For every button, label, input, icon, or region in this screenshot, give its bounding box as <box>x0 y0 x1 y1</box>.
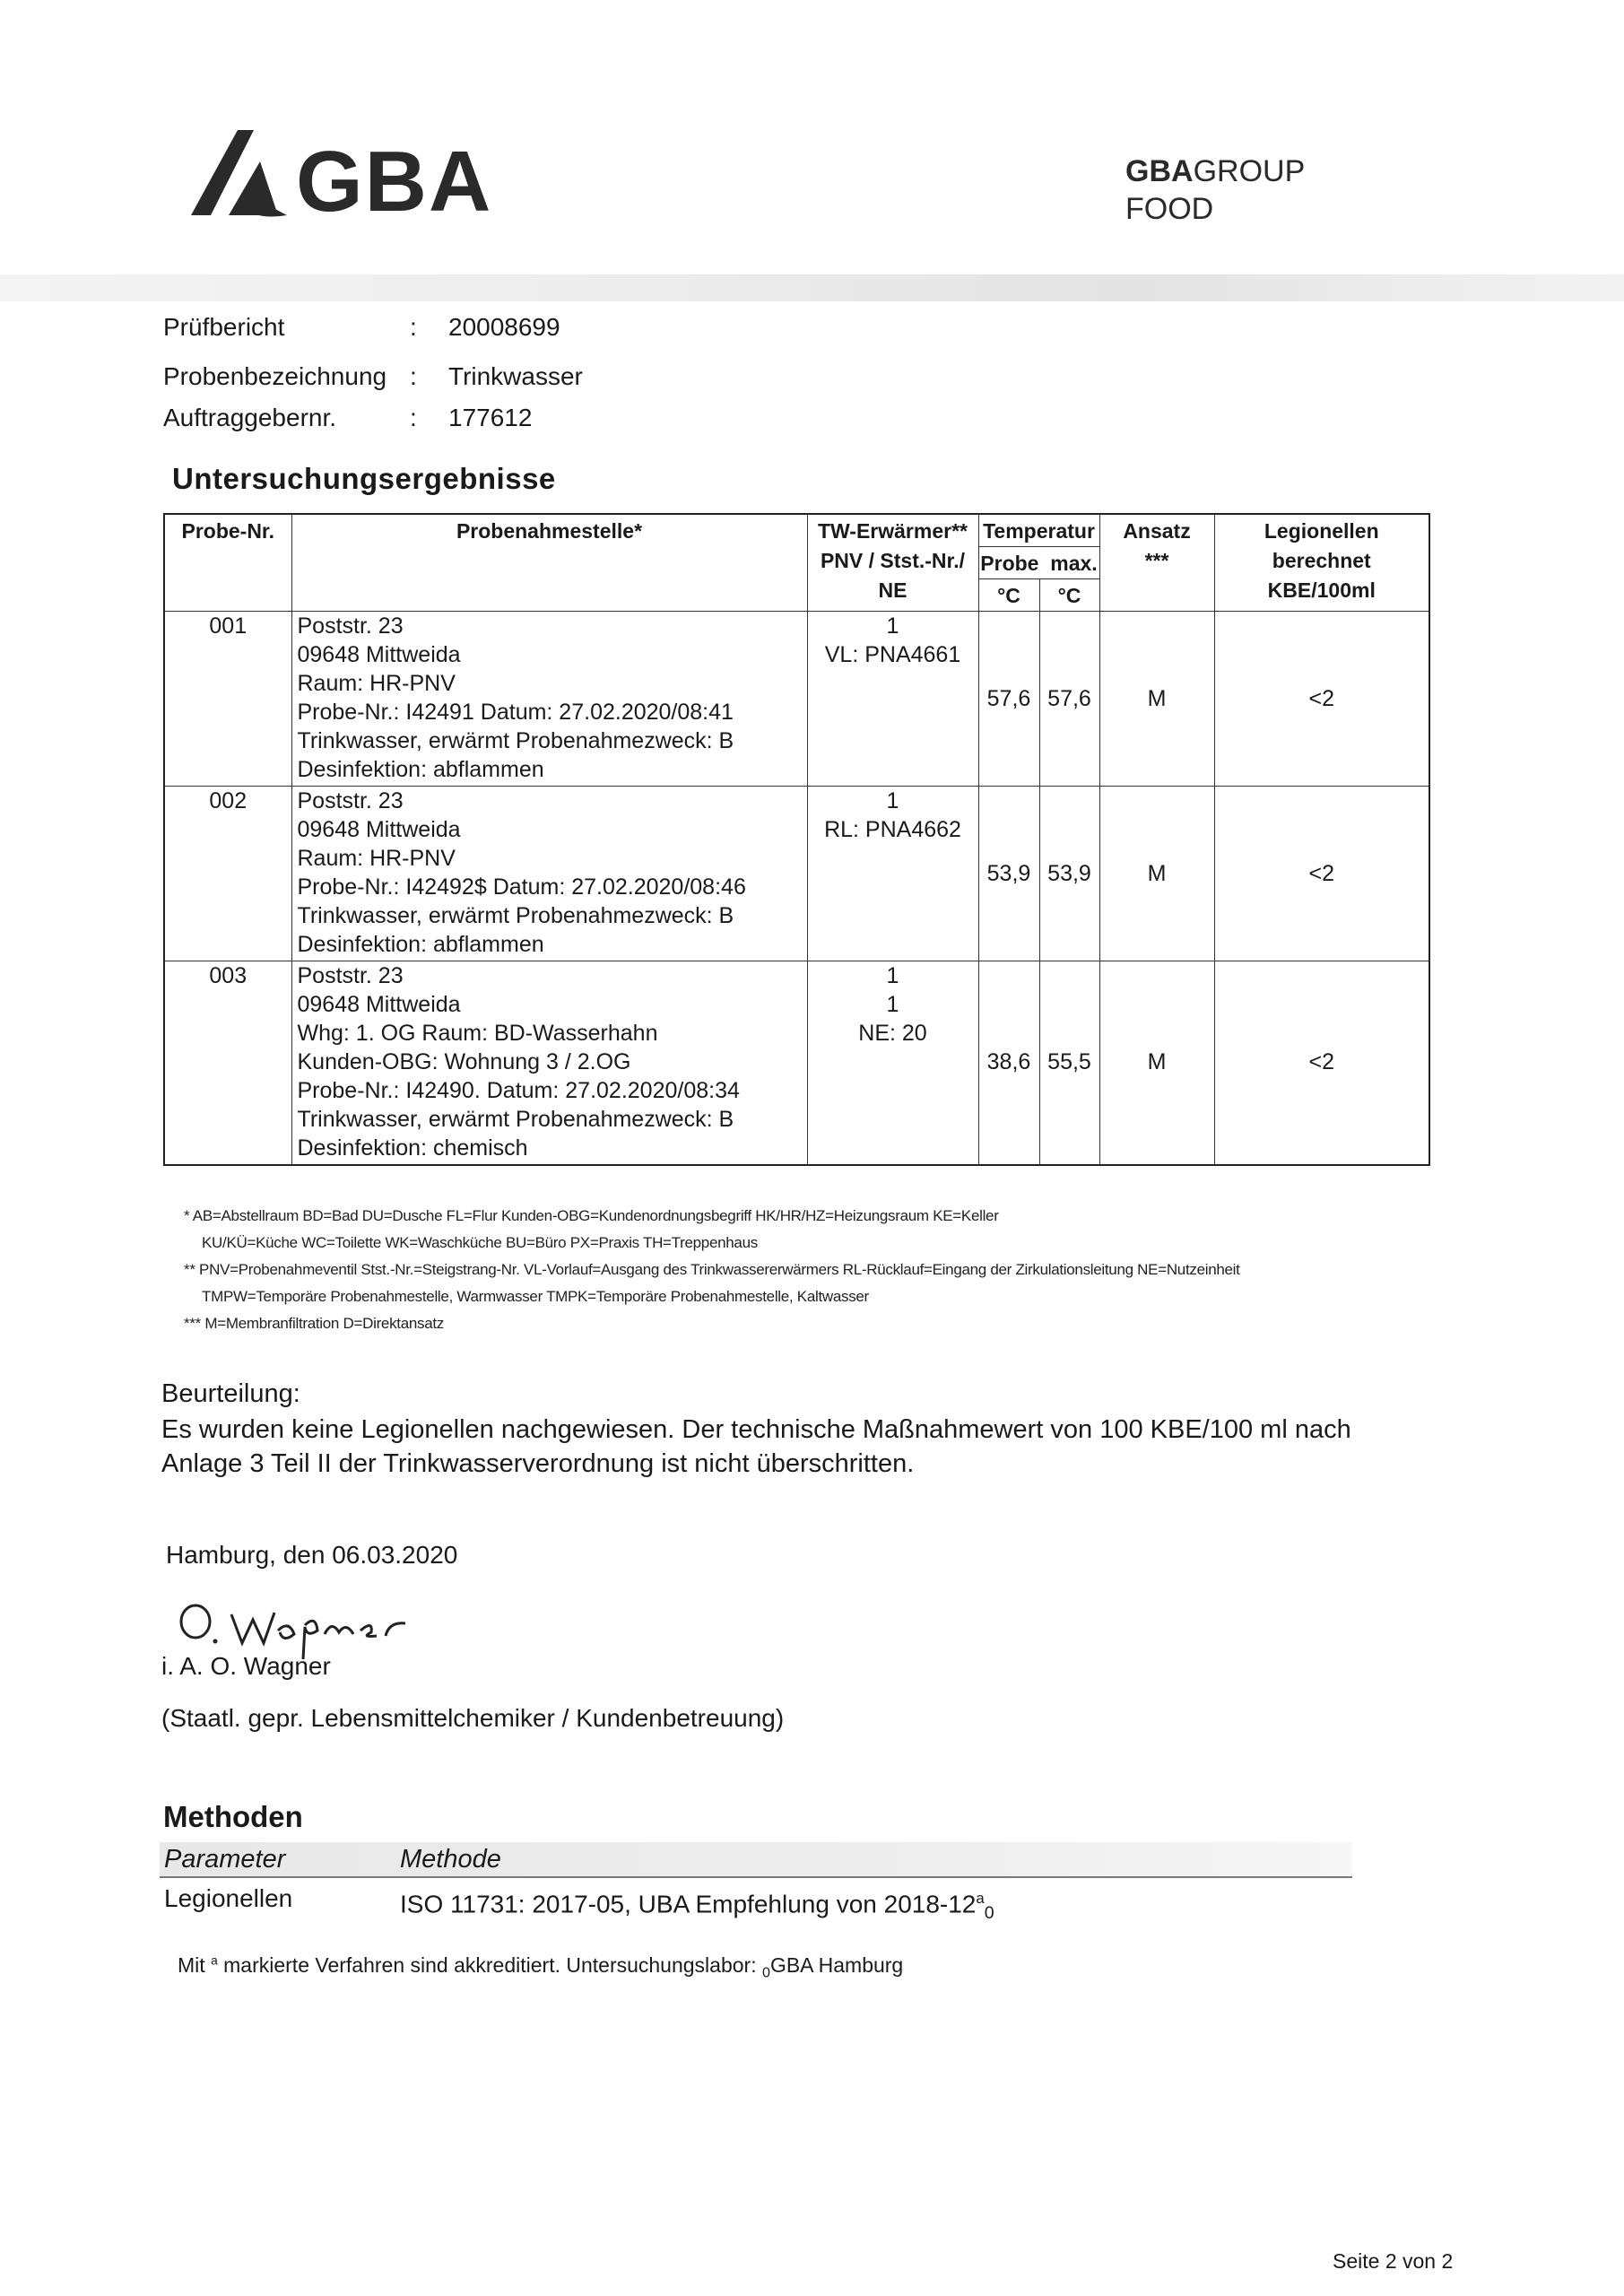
cell-tw: 1 VL: PNA4661 <box>807 612 978 787</box>
meta-client-number: Auftraggebernr. : 177612 <box>163 400 532 436</box>
header-temp-unit: °C <box>1039 579 1099 612</box>
header-probenahmestelle: Probenahmestelle* <box>291 514 807 612</box>
footnote-tw-erwaermer: ** PNV=Probenahmeventil Stst.-Nr.=Steigstrang-Nr. VL-Vorlauf=Ausgang des Trinkwassererwärmers RL-Rücklauf=Eingang der Zirkulationsleitung NE=Nutzeinheit <box>184 1261 1240 1278</box>
footnote-abbreviations-cont: KU/KÜ=Küche WC=Toilette WK=Waschküche BU=Büro PX=Praxis TH=Treppenhaus <box>202 1234 758 1251</box>
meta-value: 177612 <box>448 404 533 431</box>
cell-tw: 1 1 NE: 20 <box>807 961 978 1165</box>
header-temp-sub: Probe max. <box>978 547 1099 579</box>
methods-title: Methoden <box>163 1800 303 1833</box>
cell-tw: 1 RL: PNA4662 <box>807 787 978 961</box>
cell-temp-max: 57,6 <box>1039 612 1099 787</box>
methods-col-parameter: Parameter <box>164 1845 286 1874</box>
header-legionellen: Legionellen berechnet KBE/100ml <box>1214 514 1429 612</box>
header-temperatur: Temperatur <box>978 514 1099 547</box>
group-division: FOOD <box>1125 192 1214 226</box>
header-probe-nr: Probe-Nr. <box>164 514 291 612</box>
header-temp-unit: °C <box>978 579 1039 612</box>
cell-location: Poststr. 23 09648 Mittweida Raum: HR-PNV Probe-Nr.: I42492$ Datum: 27.02.2020/08:46 Trinkwasser, erwärmt Probenahmezweck: B Desinfektion: abflammen <box>291 787 807 961</box>
cell-temp-max: 53,9 <box>1039 787 1099 961</box>
cell-ansatz: M <box>1099 961 1214 1165</box>
cell-location: Poststr. 23 09648 Mittweida Raum: HR-PNV Probe-Nr.: I42491 Datum: 27.02.2020/08:41 Trinkwasser, erwärmt Probenahmezweck: B Desinfektion: abflammen <box>291 612 807 787</box>
table-header-row <box>164 514 1429 547</box>
cell-temp-probe: 53,9 <box>978 787 1039 961</box>
signer-title: (Staatl. gepr. Lebensmittelchemiker / Kundenbetreuung) <box>161 1704 785 1732</box>
header-tw-erwaermer: TW-Erwärmer** PNV / Stst.-Nr./ NE <box>807 514 978 612</box>
cell-probe-nr: 003 <box>164 961 291 1165</box>
signer-name: i. A. O. Wagner <box>161 1652 331 1680</box>
meta-value: 20008699 <box>448 313 560 341</box>
results-section-title: Untersuchungsergebnisse <box>172 462 556 495</box>
methods-parameter: Legionellen <box>164 1884 293 1912</box>
assessment-label: Beurteilung: <box>161 1379 300 1408</box>
meta-label: Prüfbericht <box>163 313 285 341</box>
meta-label: Auftraggebernr. <box>163 404 337 431</box>
footnote-tw-erwaermer-cont: TMPW=Temporäre Probenahmestelle, Warmwasser TMPK=Temporäre Probenahmestelle, Kaltwasser <box>202 1288 869 1305</box>
meta-label: Probenbezeichnung <box>163 362 387 390</box>
cell-legionellen: <2 <box>1214 787 1429 961</box>
cell-probe-nr: 001 <box>164 612 291 787</box>
table-row <box>164 961 1429 1165</box>
group-name-bold: GBA <box>1125 154 1194 188</box>
meta-report-number: Prüfbericht : 20008699 <box>163 309 560 345</box>
cell-ansatz: M <box>1099 612 1214 787</box>
results-table <box>163 513 1430 1166</box>
place-date: Hamburg, den 06.03.2020 <box>166 1541 458 1569</box>
footnote-ansatz: *** M=Membranfiltration D=Direktansatz <box>184 1315 444 1332</box>
table-row <box>164 787 1429 961</box>
cell-probe-nr: 002 <box>164 787 291 961</box>
signature-icon <box>170 1587 439 1659</box>
cell-legionellen: <2 <box>1214 612 1429 787</box>
group-name-rest: GROUP <box>1193 154 1306 188</box>
group-name <box>1125 152 1305 228</box>
cell-location: Poststr. 23 09648 Mittweida Whg: 1. OG Raum: BD-Wasserhahn Kunden-OBG: Wohnung 3 / 2.OG Probe-Nr.: I42490. Datum: 27.02.2020/08:34 Trinkwasser, erwärmt Probenahmezweck: B Desinfektion: chemisch <box>291 961 807 1165</box>
cell-legionellen: <2 <box>1214 961 1429 1165</box>
methods-method: ISO 11731: 2017-05, UBA Empfehlung von $2018-12^a_0$ <box>400 1890 994 1923</box>
header-ansatz: Ansatz *** <box>1099 514 1214 612</box>
accreditation-note: Mit $^a$ markierte Verfahren sind akkreditiert. Untersuchungslabor: $_0$GBA Hamburg <box>178 1953 904 1981</box>
cell-temp-probe: 57,6 <box>978 612 1039 787</box>
table-row <box>164 612 1429 787</box>
meta-sample-name: Probenbezeichnung : Trinkwasser <box>163 359 583 395</box>
assessment-text: Es wurden keine Legionellen nachgewiesen. Der technische Maßnahmewert von 100 KBE/100 ml nach Anlage 3 Teil II der Trinkwasserverordnung ist nicht überschritten. <box>161 1415 1351 1478</box>
meta-value: Trinkwasser <box>448 362 583 390</box>
footnote-abbreviations: * AB=Abstellraum BD=Bad DU=Dusche FL=Flur Kunden-OBG=Kundenordnungsbegriff HK/HR/HZ=Heizungsraum KE=Keller <box>184 1207 999 1224</box>
methods-header-band <box>160 1842 1352 1878</box>
logo-wordmark: GBA <box>296 134 493 230</box>
header-divider-band <box>0 274 1624 301</box>
cell-temp-probe: 38,6 <box>978 961 1039 1165</box>
methods-col-method: Methode <box>400 1845 501 1874</box>
page-number: Seite 2 von 2 <box>1333 2249 1454 2273</box>
cell-ansatz: M <box>1099 787 1214 961</box>
cell-temp-max: 55,5 <box>1039 961 1099 1165</box>
